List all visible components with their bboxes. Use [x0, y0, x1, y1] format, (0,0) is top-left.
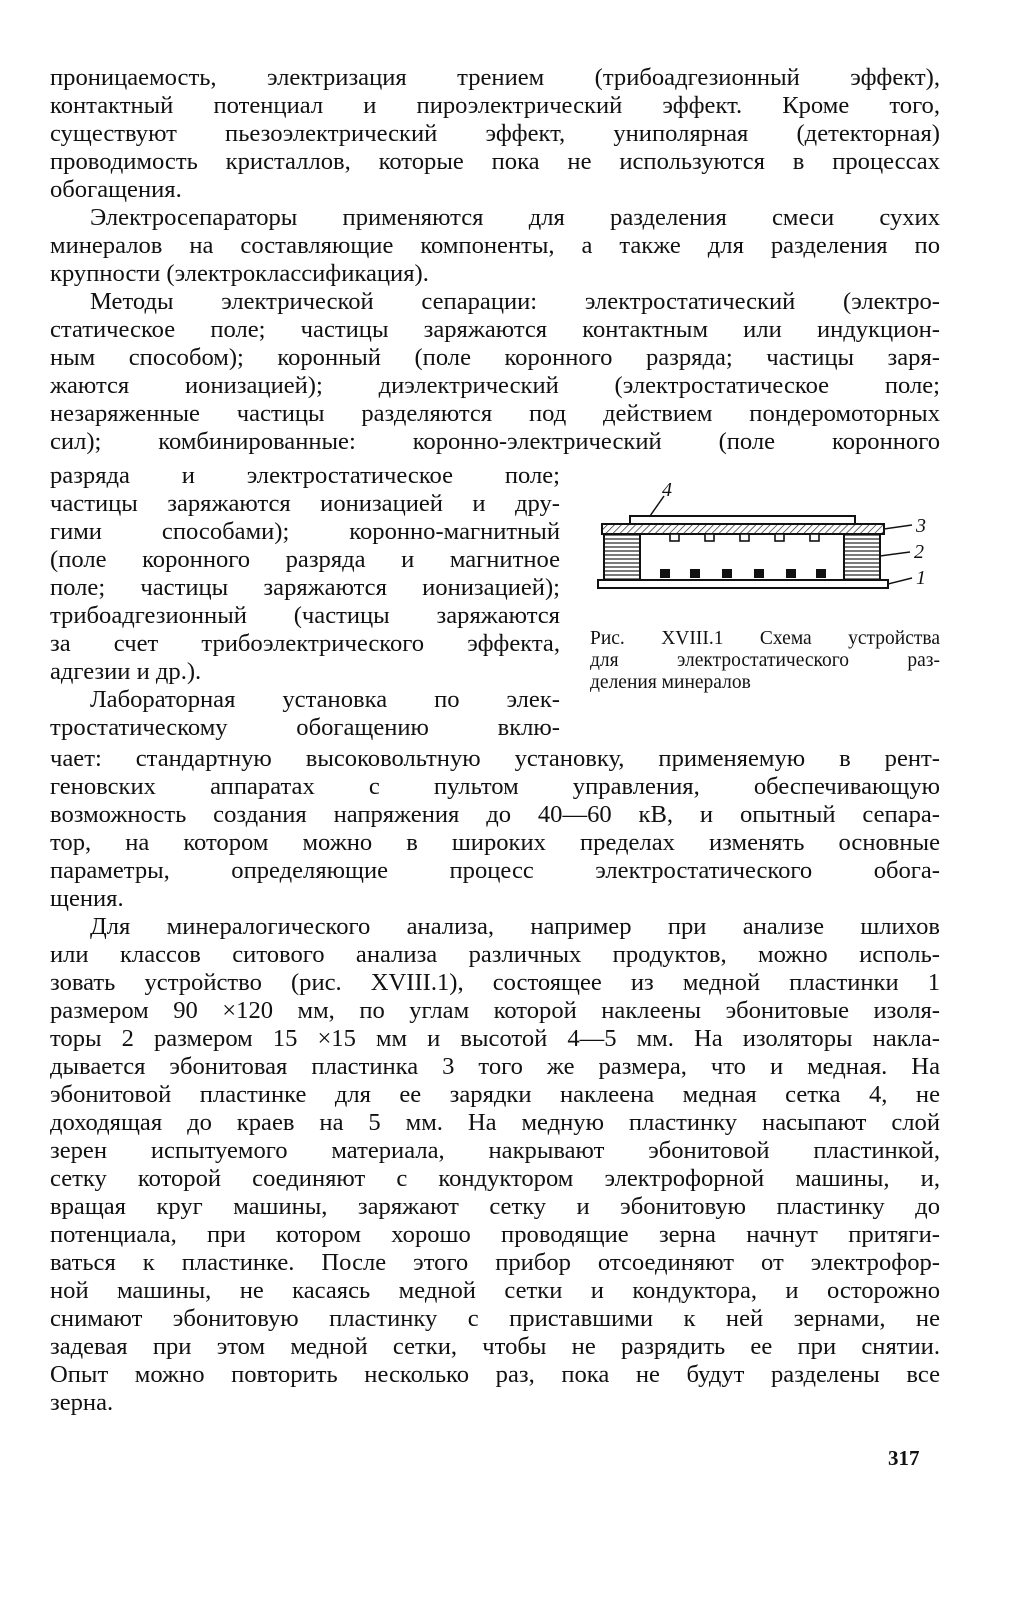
- text-line: зовать устройство (рис. XVIII.1), состоящее из медной пластинки 1: [50, 969, 940, 996]
- text-line: снимают эбонитовую пластинку с приставшими к ней зернами, не: [50, 1305, 940, 1332]
- text-line: Лабораторная установка по элек-: [90, 686, 560, 713]
- upper-grains: [670, 534, 819, 541]
- text-line: Для минералогического анализа, например при анализе шлихов: [90, 913, 940, 940]
- text-line: Методы электрической сепарации: электростатический (электро-: [90, 288, 940, 315]
- label-2: 2: [914, 541, 924, 563]
- text-line: ным способом); коронный (поле коронного разряда; частицы заря-: [50, 344, 940, 371]
- separator-diagram: [590, 478, 950, 628]
- text-line: (поле коронного разряда и магнитное: [50, 546, 560, 573]
- copper-plate: [598, 580, 888, 588]
- text-line: жаются ионизацией); диэлектрический (электростатическое поле;: [50, 372, 940, 399]
- text-line: возможность создания напряжения до 40—60 кВ, и опытный сепара-: [50, 801, 940, 828]
- text-line: ной машины, не касаясь медной сетки и кондуктора, и осторожно: [50, 1277, 940, 1304]
- text-line: размером 90 ×120 мм, по углам которой наклеены эбонитовые изоля-: [50, 997, 940, 1024]
- text-line: задевая при этом медной сетки, чтобы не разрядить ее при снятии.: [50, 1333, 940, 1360]
- text-line: параметры, определяющие процесс электростатического обога-: [50, 857, 940, 884]
- insulator-left: [604, 534, 640, 580]
- ebonite-plate: [602, 524, 884, 534]
- text-block-top: [50, 64, 940, 456]
- text-line: эбонитовой пластинке для ее зарядки наклеена медная сетка 4, не: [50, 1081, 940, 1108]
- text-line: контактный потенциал и пироэлектрический эффект. Кроме того,: [50, 92, 940, 119]
- text-line: щения.: [50, 885, 124, 912]
- text-line: поле; частицы заряжаются ионизацией);: [50, 574, 560, 601]
- text-line: ваться к пластинке. После этого прибор отсоединяют от электрофор-: [50, 1249, 940, 1276]
- text-line: или классов ситового анализа различных продуктов, можно исполь-: [50, 941, 940, 968]
- text-line: торы 2 размером 15 ×15 мм и высотой 4—5 мм. На изоляторы накла-: [50, 1025, 940, 1052]
- text-line: статическое поле; частицы заряжаются контактным или индукцион-: [50, 316, 940, 343]
- text-line: незаряженные частицы разделяются под действием пондеромоторных: [50, 400, 940, 427]
- text-line: адгезии и др.).: [50, 658, 202, 685]
- text-line: дывается эбонитовая пластинка 3 того же размера, что и медная. На: [50, 1053, 940, 1080]
- text-line: вращая круг машины, заряжают сетку и эбонитовую пластинку до: [50, 1193, 940, 1220]
- text-line: сетку которой соединяют с кондуктором электрофорной машины, и,: [50, 1165, 940, 1192]
- text-line: зерен испытуемого материала, накрывают эбонитовой пластинкой,: [50, 1137, 940, 1164]
- text-line: разряда и электростатическое поле;: [50, 462, 560, 489]
- insulator-right: [844, 534, 880, 580]
- text-line: потенциала, при котором хорошо проводящие зерна начнут притяги-: [50, 1221, 940, 1248]
- text-block-bottom: [50, 745, 940, 1417]
- figure-caption: [590, 628, 940, 694]
- text-line: обогащения.: [50, 176, 182, 203]
- text-line: сил); комбинированные: коронно-электрический (поле коронного: [50, 428, 940, 455]
- text-line: существуют пьезоэлектрический эффект, униполярная (детекторная): [50, 120, 940, 147]
- text-line: минералов на составляющие компоненты, а также для разделения по: [50, 232, 940, 259]
- caption-line: Рис. XVIII.1 Схема устройства: [590, 628, 940, 649]
- text-line: тростатическому обогащению вклю-: [50, 714, 560, 741]
- text-line: чает: стандартную высоковольтную установку, применяемую в рент-: [50, 745, 940, 772]
- label-4: 4: [662, 479, 672, 501]
- text-block-wrapped: [50, 462, 560, 742]
- text-line: проводимость кристаллов, которые пока не используются в процессах: [50, 148, 940, 175]
- text-line: проницаемость, электризация трением (трибоадгезионный эффект),: [50, 64, 940, 91]
- text-line: геновских аппаратах с пультом управления, обеспечивающую: [50, 773, 940, 800]
- text-line: Опыт можно повторить несколько раз, пока не будут разделены все: [50, 1361, 940, 1388]
- lower-grains: [660, 569, 826, 578]
- text-line: крупности (электроклассификация).: [50, 260, 429, 287]
- text-line: гими способами); коронно-магнитный: [50, 518, 560, 545]
- label-3: 3: [916, 515, 926, 537]
- text-line: трибоадгезионный (частицы заряжаются: [50, 602, 560, 629]
- caption-line: для электростатического раз-: [590, 650, 940, 671]
- label-1: 1: [916, 567, 926, 589]
- text-line: доходящая до краев на 5 мм. На медную пластинку насыпают слой: [50, 1109, 940, 1136]
- page-number: 317: [888, 1446, 920, 1470]
- caption-line: деления минералов: [590, 672, 751, 693]
- text-line: за счет трибоэлектрического эффекта,: [50, 630, 560, 657]
- text-line: тор, на котором можно в широких пределах изменять основные: [50, 829, 940, 856]
- text-line: частицы заряжаются ионизацией и дру-: [50, 490, 560, 517]
- text-line: зерна.: [50, 1389, 114, 1416]
- text-line: Электросепараторы применяются для разделения смеси сухих: [90, 204, 940, 231]
- copper-mesh: [630, 516, 855, 524]
- figure-separator-diagram: [590, 478, 950, 628]
